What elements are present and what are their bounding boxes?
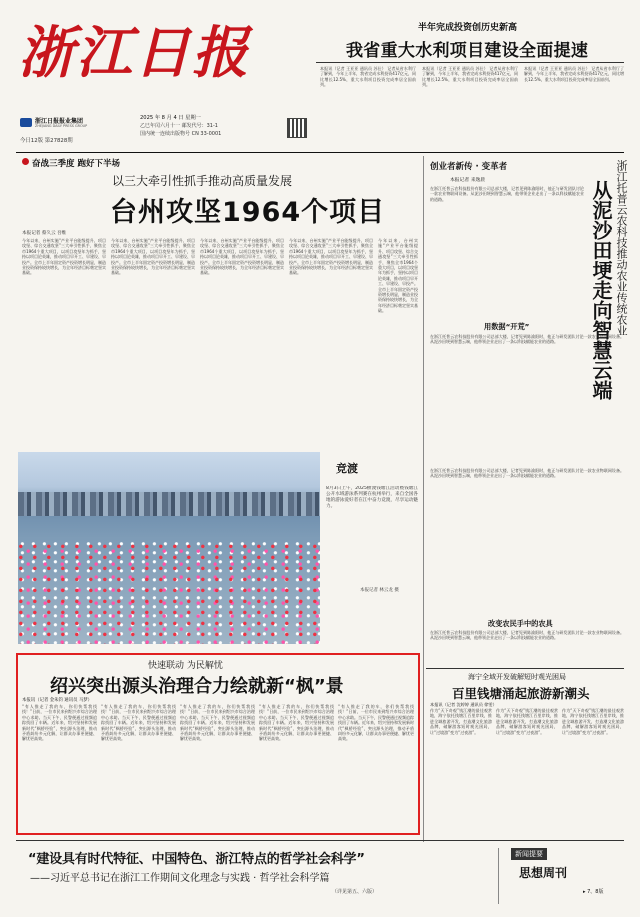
shaoxing-byline: 本报讯（记者 金朱钧 通讯员 马梦） (22, 698, 93, 703)
banner-kicker: 奋战三季度 跑好下半场 (32, 159, 120, 169)
top-story-body-col3: 本报讯（记者 王亚亚 通讯员 苏仕） 记者从省水利厅了解到，今年上半年，我省完成水利投资417亿元，同比增长12.5%，重大水利项目投资完成率居全国前列。 (524, 66, 624, 82)
right-byline: 本报记者 来逸晨 (450, 178, 486, 183)
banner-badge (22, 158, 29, 165)
right-subhead-1: 用数据“开荒” (484, 322, 530, 331)
lunar-line: 乙巳年闰六月十一 邮发代号：31-1 (140, 123, 218, 129)
news-summary-page: ▸ 7、8版 (583, 889, 604, 895)
news-summary-title: 思想周刊 (519, 866, 568, 880)
photo-caption: 8月3日上午，2025横渡钱塘江活动暨钱塘江公开水域游泳系列赛在杭州举行，来自全国各地的游泳爱好者在江中奋力竞渡，尽享运动魅力。 (326, 486, 418, 509)
bottom-note: （详见第五、六版） (332, 889, 378, 895)
qr-code-icon[interactable] (287, 118, 307, 138)
shaoxing-kicker: 快速联动 为民解忧 (148, 661, 223, 671)
date-line: 2025 年 8 月 4 日 星期一 (140, 115, 201, 121)
taizhou-byline: 本报记者 蔡久云 吾维 (22, 231, 67, 236)
group-logo-icon (20, 118, 32, 127)
group-name: 浙江日报报业集团 (35, 118, 84, 125)
right-body-c: 在浙江托普云农科技股份有限公司总部大楼，记者见到陈渝阳时，他正与研发团队讨论一款农业物联网设备。从泥沙田埂到智慧云端，他带领企业走出了一条以科技赋能农业的道路。 (430, 468, 624, 479)
shaoxing-headline: 绍兴突出源头治理合力绘就新“枫”景 (50, 676, 344, 697)
right-vertical-headline: 从泥沙田埂走向智慧云端 (589, 180, 613, 400)
shaoxing-body-col1: “有人推走了我的车，你们快帮我找找！”日前，一位市民来到绍兴市综合治理中心求助。当天下午，民警便通过视频追踪找回了车辆。近年来，绍兴坚持和发展新时代“枫桥经验”，突出源头治理，推动矛盾纠纷多元化解，让群众办事更便捷、解忧更高效。 (22, 704, 97, 742)
shaoxing-body-col5: “有人推走了我的车，你们快帮我找找！”日前，一位市民来到绍兴市综合治理中心求助。当天下午，民警便通过视频追踪找回了车辆。近年来，绍兴坚持和发展新时代“枫桥经验”，突出源头治理，推动矛盾纠纷多元化解，让群众办事更便捷、解忧更高效。 (338, 704, 414, 742)
right-vertical-subhead: 浙江托普云农科技推动农业传统农业 (615, 160, 628, 336)
group-name-en: ZHEJIANG DAILY PRESS GROUP (35, 124, 88, 128)
tourism-byline: 本报讯（记者 沈婷婷 通讯员 徐雯） (430, 702, 497, 707)
masthead-info (20, 112, 320, 152)
shaoxing-body-col2: “有人推走了我的车，你们快帮我找找！”日前，一位市民来到绍兴市综合治理中心求助。当天下午，民警便通过视频追踪找回了车辆。近年来，绍兴坚持和发展新时代“枫桥经验”，突出源头治理，推动矛盾纠纷多元化解，让群众办事更便捷、解忧更高效。 (101, 704, 176, 742)
tourism-kicker: 海宁全域开发破解短时观光困局 (468, 673, 566, 681)
taizhou-subhead: 以三大牵引性抓手推动高质量发展 (112, 174, 293, 188)
right-body-a: 在浙江托普云农科技股份有限公司总部大楼，记者见到陈渝阳时，他正与研发团队讨论一款农业物联网设备。从泥沙田埂到智慧云端，他带领企业走出了一条以科技赋能农业的道路。 (430, 186, 584, 202)
right-body-d: 在浙江托普云农科技股份有限公司总部大楼，记者见到陈渝阳时，他正与研发团队讨论一款农业物联网设备。从泥沙田埂到智慧云端，他带领企业走出了一条以科技赋能农业的道路。 (430, 630, 624, 641)
masthead-logo: 浙江日报 (18, 20, 250, 86)
right-subhead-2: 改变农民手中的农具 (488, 619, 553, 628)
cn-line: 国内统一连续出版物号 CN 33-0001 (140, 131, 222, 137)
right-section-label: 创业者新传 · 变革者 (430, 162, 508, 172)
top-story-body: 本报讯（记者 王亚亚 通讯员 苏仕） 记者从省水利厅了解到，今年上半年，我省完成水利投资417亿元，同比增长12.5%，重大水利项目投资完成率居全国前列。 (320, 66, 416, 88)
taizhou-body-col3: 今年以来，台州实施“产业平台能级提升、项目攻坚、综合交通攻坚”三大牵引性抓手，聚焦全市1964个重大项目，以项目攻坚年为抓手，坚持以项目论英雄，推动项目早开工、早建设、早投产。全市上半年固定资产投资增长明显，制造业投资保持较快增长，为全年经济目标奠定坚实基础。 (200, 238, 284, 276)
news-summary-label: 新闻提要 (511, 848, 547, 860)
swimming-photo (18, 452, 320, 644)
right-body-b: 在浙江托普云农科技股份有限公司总部大楼，记者见到陈渝阳时，他正与研发团队讨论一款农业物联网设备。从泥沙田埂到智慧云端，他带领企业走出了一条以科技赋能农业的道路。 (430, 334, 624, 345)
tourism-body-col3: 作为“天下奇观”钱江潮的最佳观赏地，海宁依托钱塘江百里岸线，推进全域旅游开发，打造潮文化旅游品牌，破解游客短时观光困局，让“过境游”变为“过夜游”。 (562, 708, 624, 735)
taizhou-body-col4: 今年以来，台州实施“产业平台能级提升、项目攻坚、综合交通攻坚”三大牵引性抓手，聚焦全市1964个重大项目，以项目攻坚年为抓手，坚持以项目论英雄，推动项目早开工、早建设、早投产。全市上半年固定资产投资增长明显，制造业投资保持较快增长，为全年经济目标奠定坚实基础。 (289, 238, 373, 276)
shaoxing-article-box[interactable] (16, 653, 420, 835)
bottom-headline: “建设具有时代特征、中国特色、浙江特点的哲学社会科学” (28, 852, 365, 867)
tourism-body-col1: 作为“天下奇观”钱江潮的最佳观赏地，海宁依托钱塘江百里岸线，推进全域旅游开发，打造潮文化旅游品牌，破解游客短时观光困局，让“过境游”变为“过夜游”。 (430, 708, 492, 735)
taizhou-headline: 台州攻坚1964个项目 (110, 197, 386, 228)
shaoxing-body-col4: “有人推走了我的车，你们快帮我找找！”日前，一位市民来到绍兴市综合治理中心求助。当天下午，民警便通过视频追踪找回了车辆。近年来，绍兴坚持和发展新时代“枫桥经验”，突出源头治理，推动矛盾纠纷多元化解，让群众办事更便捷、解忧更高效。 (259, 704, 334, 742)
tourism-body-col2: 作为“天下奇观”钱江潮的最佳观赏地，海宁依托钱塘江百里岸线，推进全域旅游开发，打造潮文化旅游品牌，破解游客短时观光困局，让“过境游”变为“过夜游”。 (496, 708, 558, 735)
top-story-headline: 我省重大水利项目建设全面提速 (346, 41, 589, 61)
top-story-kicker: 半年完成投资创历史新高 (418, 23, 518, 33)
photo-credit: 本报记者 林云龙 摄 (360, 588, 399, 593)
top-story-body-col2: 本报讯（记者 王亚亚 通讯员 苏仕） 记者从省水利厅了解到，今年上半年，我省完成水利投资417亿元，同比增长12.5%，重大水利项目投资完成率居全国前列。 (422, 66, 518, 88)
taizhou-body-col1: 今年以来，台州实施“产业平台能级提升、项目攻坚、综合交通攻坚”三大牵引性抓手，聚焦全市1964个重大项目，以项目攻坚年为抓手，坚持以项目论英雄，推动项目早开工、早建设、早投产。全市上半年固定资产投资增长明显，制造业投资保持较快增长，为全年经济目标奠定坚实基础。 (22, 238, 106, 276)
bottom-subline: ——习近平总书记在浙江工作期间文化理念与实践 · 哲学社会科学篇 (30, 873, 330, 884)
tourism-headline: 百里钱塘涌起旅游新潮头 (452, 686, 590, 701)
pages-label: 今日12版 第27828期 (20, 138, 73, 144)
photo-title: 竞渡 (336, 462, 358, 475)
news-summary-box[interactable] (498, 848, 619, 904)
taizhou-body-col5: 今年以来，台州实施“产业平台能级提升、项目攻坚、综合交通攻坚”三大牵引性抓手，聚焦全市1964个重大项目，以项目攻坚年为抓手，坚持以项目论英雄，推动项目早开工、早建设、早投产。全市上半年固定资产投资增长明显，制造业投资保持较快增长，为全年经济目标奠定坚实基础。 (378, 238, 418, 314)
shaoxing-body-col3: “有人推走了我的车，你们快帮我找找！”日前，一位市民来到绍兴市综合治理中心求助。当天下午，民警便通过视频追踪找回了车辆。近年来，绍兴坚持和发展新时代“枫桥经验”，突出源头治理，推动矛盾纠纷多元化解，让群众办事更便捷、解忧更高效。 (180, 704, 255, 742)
taizhou-body-col2: 今年以来，台州实施“产业平台能级提升、项目攻坚、综合交通攻坚”三大牵引性抓手，聚焦全市1964个重大项目，以项目攻坚年为抓手，坚持以项目论英雄，推动项目早开工、早建设、早投产。全市上半年固定资产投资增长明显，制造业投资保持较快增长，为全年经济目标奠定坚实基础。 (111, 238, 195, 276)
